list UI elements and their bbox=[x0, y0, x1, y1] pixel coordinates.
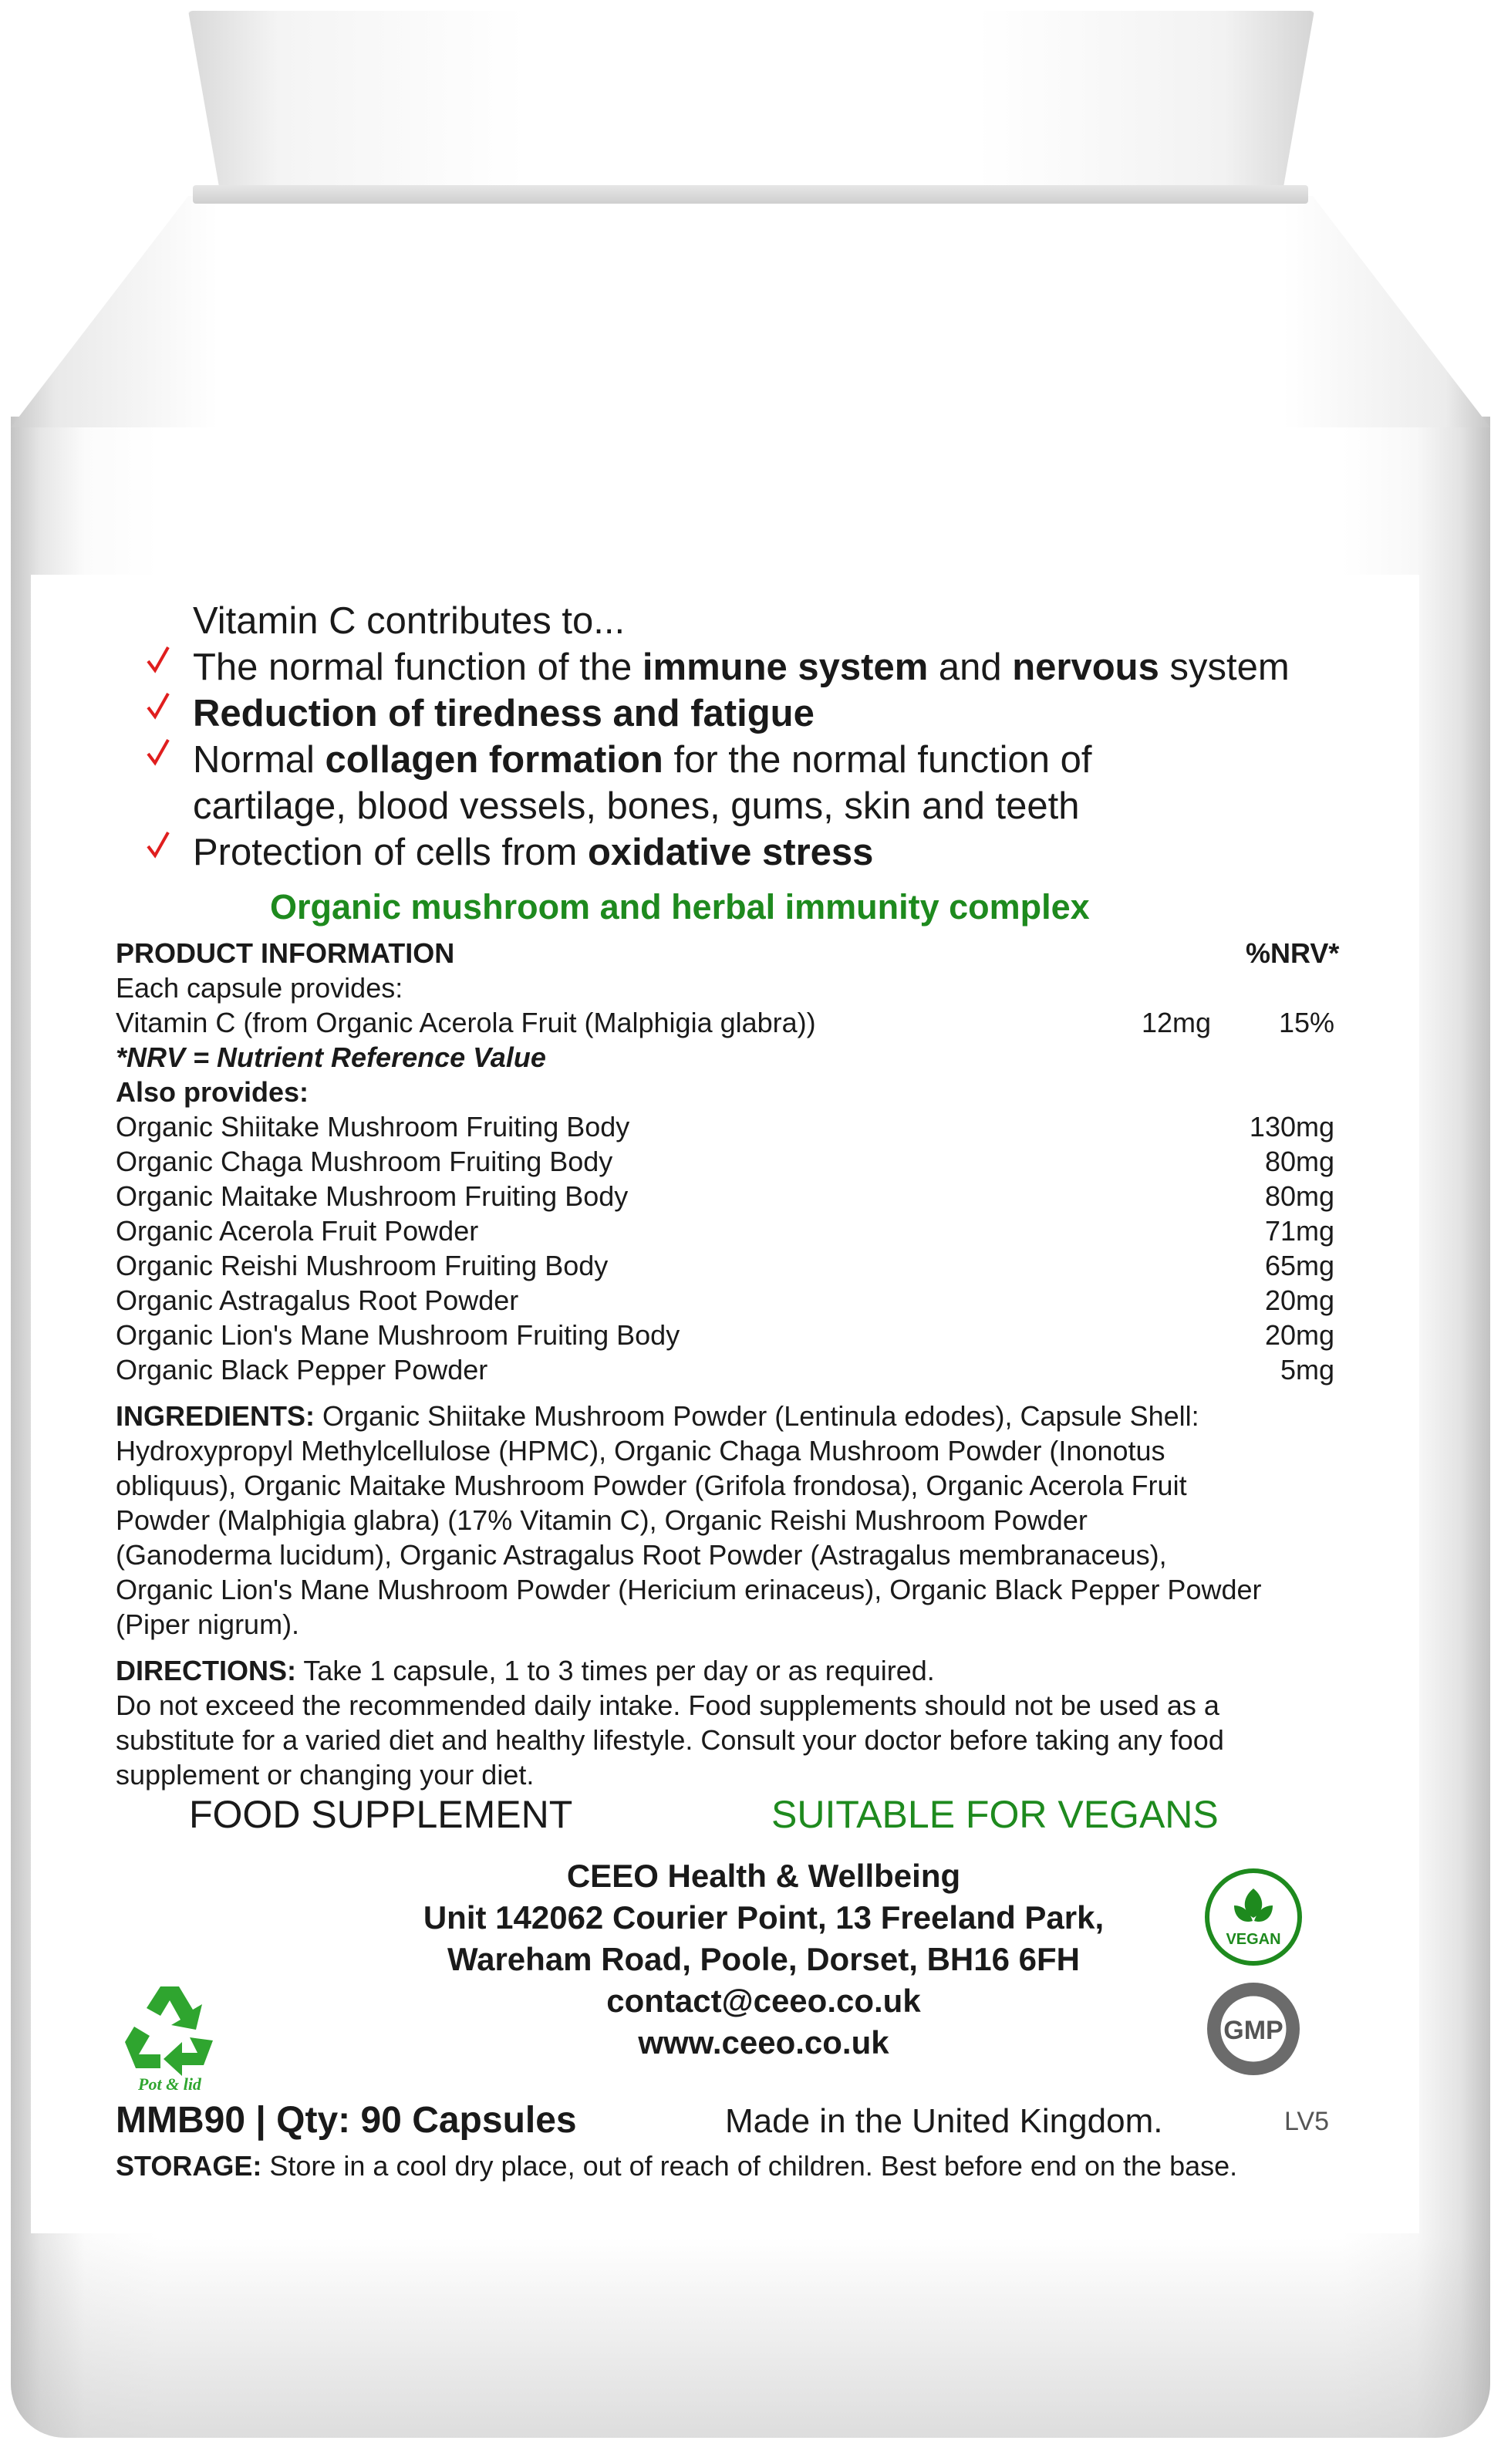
nrv-heading: %NRV* bbox=[1246, 937, 1340, 969]
complex-subtitle: Organic mushroom and herbal immunity complex bbox=[270, 887, 1090, 927]
nutrient-amount: 20mg bbox=[1264, 1319, 1334, 1351]
ingredients-line: (Piper nigrum). bbox=[116, 1608, 300, 1640]
gmp-badge-icon bbox=[1203, 1979, 1304, 2079]
nutrient-amount: 80mg bbox=[1264, 1146, 1334, 1177]
nutrient-amount: 5mg bbox=[1280, 1354, 1334, 1386]
made-in-text: Made in the United Kingdom. bbox=[725, 2102, 1163, 2140]
claim-item: Reduction of tiredness and fatigue bbox=[193, 693, 815, 734]
recycle-icon bbox=[116, 1979, 224, 2094]
nutrient-amount: 65mg bbox=[1264, 1250, 1334, 1281]
bottle-lid bbox=[188, 11, 1314, 204]
bottle-shoulder bbox=[11, 196, 1490, 427]
storage-line: STORAGE: Store in a cool dry place, out of reach of children. Best before end on the base. bbox=[116, 2150, 1238, 2182]
nutrient-name: Organic Black Pepper Powder bbox=[116, 1354, 488, 1386]
check-icon bbox=[147, 690, 170, 721]
recycle-label: Pot & lid bbox=[138, 2074, 201, 2094]
vitamin-c-row-name: Vitamin C (from Organic Acerola Fruit (Malphigia glabra)) bbox=[116, 1007, 816, 1038]
product-code-qty: MMB90 | Qty: 90 Capsules bbox=[116, 2100, 577, 2141]
claim-item-continued: cartilage, blood vessels, bones, gums, skin and teeth bbox=[193, 785, 1080, 827]
claim-item: The normal function of the immune system and nervous system bbox=[193, 646, 1290, 688]
directions-line: Do not exceed the recommended daily intake. Food supplements should not be used as a bbox=[116, 1689, 1219, 1721]
nutrient-name: Organic Reishi Mushroom Fruiting Body bbox=[116, 1250, 609, 1281]
nutrient-amount: 80mg bbox=[1264, 1180, 1334, 1212]
nutrient-amount: 71mg bbox=[1264, 1215, 1334, 1247]
nutrient-name: Organic Chaga Mushroom Fruiting Body bbox=[116, 1146, 613, 1177]
claim-item: Protection of cells from oxidative stress bbox=[193, 832, 874, 873]
claims-intro: Vitamin C contributes to... bbox=[193, 600, 626, 642]
address-line: Unit 142062 Courier Point, 13 Freeland Park, bbox=[423, 1899, 1105, 1936]
product-info-heading: PRODUCT INFORMATION bbox=[116, 937, 455, 969]
each-capsule-text: Each capsule provides: bbox=[116, 972, 403, 1004]
vegan-badge-text: VEGAN bbox=[1226, 1931, 1281, 1948]
label-version: LV5 bbox=[1284, 2107, 1329, 2136]
food-supplement-text: FOOD SUPPLEMENT bbox=[189, 1793, 573, 1836]
contact-email: contact@ceeo.co.uk bbox=[606, 1983, 921, 2019]
check-icon bbox=[147, 829, 170, 860]
nutrient-amount: 130mg bbox=[1249, 1111, 1334, 1143]
check-icon bbox=[147, 644, 170, 675]
website: www.ceeo.co.uk bbox=[638, 2024, 889, 2061]
address-line: Wareham Road, Poole, Dorset, BH16 6FH bbox=[447, 1941, 1080, 1977]
ingredients-line: (Ganoderma lucidum), Organic Astragalus Root Powder (Astragalus membranaceus), bbox=[116, 1539, 1167, 1571]
ingredients-line: Organic Lion's Mane Mushroom Powder (Hericium erinaceus), Organic Black Pepper Powder bbox=[116, 1574, 1262, 1605]
ingredients-line: Hydroxypropyl Methylcellulose (HPMC), Organic Chaga Mushroom Powder (Inonotus bbox=[116, 1435, 1165, 1467]
also-provides-heading: Also provides: bbox=[116, 1076, 309, 1108]
vitamin-c-row-amount: 12mg bbox=[1141, 1007, 1211, 1038]
bottle-base-shadow bbox=[11, 2237, 1490, 2438]
nutrient-name: Organic Acerola Fruit Powder bbox=[116, 1215, 479, 1247]
check-icon bbox=[147, 737, 170, 768]
nutrient-name: Organic Lion's Mane Mushroom Fruiting Body bbox=[116, 1319, 680, 1351]
gmp-badge-text: GMP bbox=[1223, 2016, 1283, 2045]
suitable-for-vegans-text: SUITABLE FOR VEGANS bbox=[771, 1793, 1219, 1836]
ingredients-line: INGREDIENTS: Organic Shiitake Mushroom Powder (Lentinula edodes), Capsule Shell: bbox=[116, 1400, 1199, 1432]
directions-line: DIRECTIONS: Take 1 capsule, 1 to 3 times per day or as required. bbox=[116, 1655, 935, 1686]
claim-item: Normal collagen formation for the normal function of bbox=[193, 739, 1092, 781]
company-name: CEEO Health & Wellbeing bbox=[566, 1858, 961, 1894]
nutrient-name: Organic Astragalus Root Powder bbox=[116, 1284, 519, 1316]
ingredients-line: Powder (Malphigia glabra) (17% Vitamin C), Organic Reishi Mushroom Powder bbox=[116, 1504, 1088, 1536]
nutrient-name: Organic Maitake Mushroom Fruiting Body bbox=[116, 1180, 629, 1212]
ingredients-line: obliquus), Organic Maitake Mushroom Powder (Grifola frondosa), Organic Acerola Fruit bbox=[116, 1470, 1187, 1501]
nutrient-amount: 20mg bbox=[1264, 1284, 1334, 1316]
directions-line: substitute for a varied diet and healthy lifestyle. Consult your doctor before taking any food bbox=[116, 1724, 1224, 1756]
vegan-badge-icon bbox=[1203, 1867, 1304, 1967]
nrv-note: *NRV = Nutrient Reference Value bbox=[116, 1041, 546, 1073]
directions-line: supplement or changing your diet. bbox=[116, 1759, 535, 1791]
bottle-lid-rim bbox=[193, 185, 1308, 204]
nutrient-name: Organic Shiitake Mushroom Fruiting Body bbox=[116, 1111, 630, 1143]
vitamin-c-row-nrv: 15% bbox=[1278, 1007, 1334, 1038]
